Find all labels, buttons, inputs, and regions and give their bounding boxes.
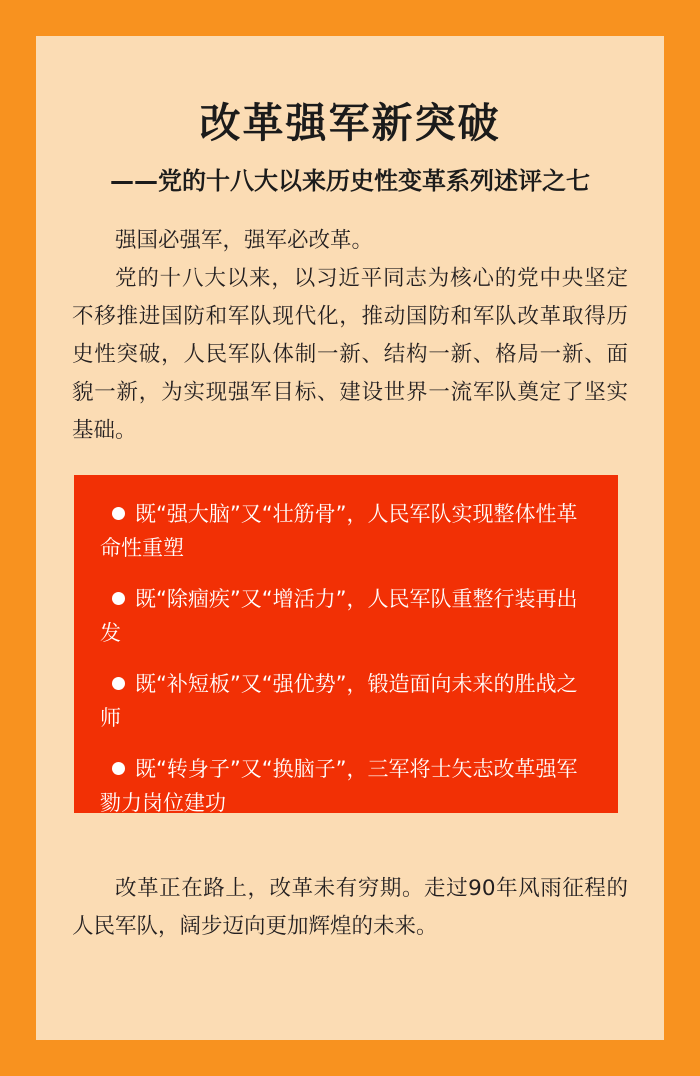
highlight-item-text: 既“转身子”又“换脑子”，三军将士矢志改革强军勠力岗位建功 [100,757,578,815]
highlight-item [100,752,592,820]
page-title: 改革强军新突破 [199,99,501,147]
highlight-item-text: 既“除痼疾”又“增活力”，人民军队重整行装再出发 [100,587,578,645]
bullet-icon [112,762,125,775]
highlight-item [100,497,592,565]
highlight-item-text: 既“补短板”又“强优势”，锻造面向未来的胜战之师 [100,672,578,730]
poster-card [36,36,664,1040]
bullet-icon [112,507,125,520]
page-subtitle: ——党的十八大以来历史性变革系列述评之七 [110,167,590,195]
intro-paragraph-2: 党的十八大以来，以习近平同志为核心的党中央坚定不移推进国防和军队现代化，推动国防和军队改革取得历史性突破，人民军队体制一新、结构一新、格局一新、面貌一新，为实现强军目标、建设世界一流军队奠定了坚实基础。 [72,266,628,443]
highlight-item [100,667,592,735]
closing-paragraph-block [72,870,628,946]
bullet-icon [112,677,125,690]
highlight-item [100,582,592,650]
bullet-icon [112,592,125,605]
intro-paragraph-1: 强国必强军，强军必改革。 [115,228,374,253]
highlight-box [74,475,618,813]
highlight-item-text: 既“强大脑”又“壮筋骨”，人民军队实现整体性革命性重塑 [100,502,578,560]
intro-paragraphs [72,222,628,450]
closing-paragraph: 改革正在路上，改革未有穷期。走过90年风雨征程的人民军队，阔步迈向更加辉煌的未来。 [72,876,628,939]
